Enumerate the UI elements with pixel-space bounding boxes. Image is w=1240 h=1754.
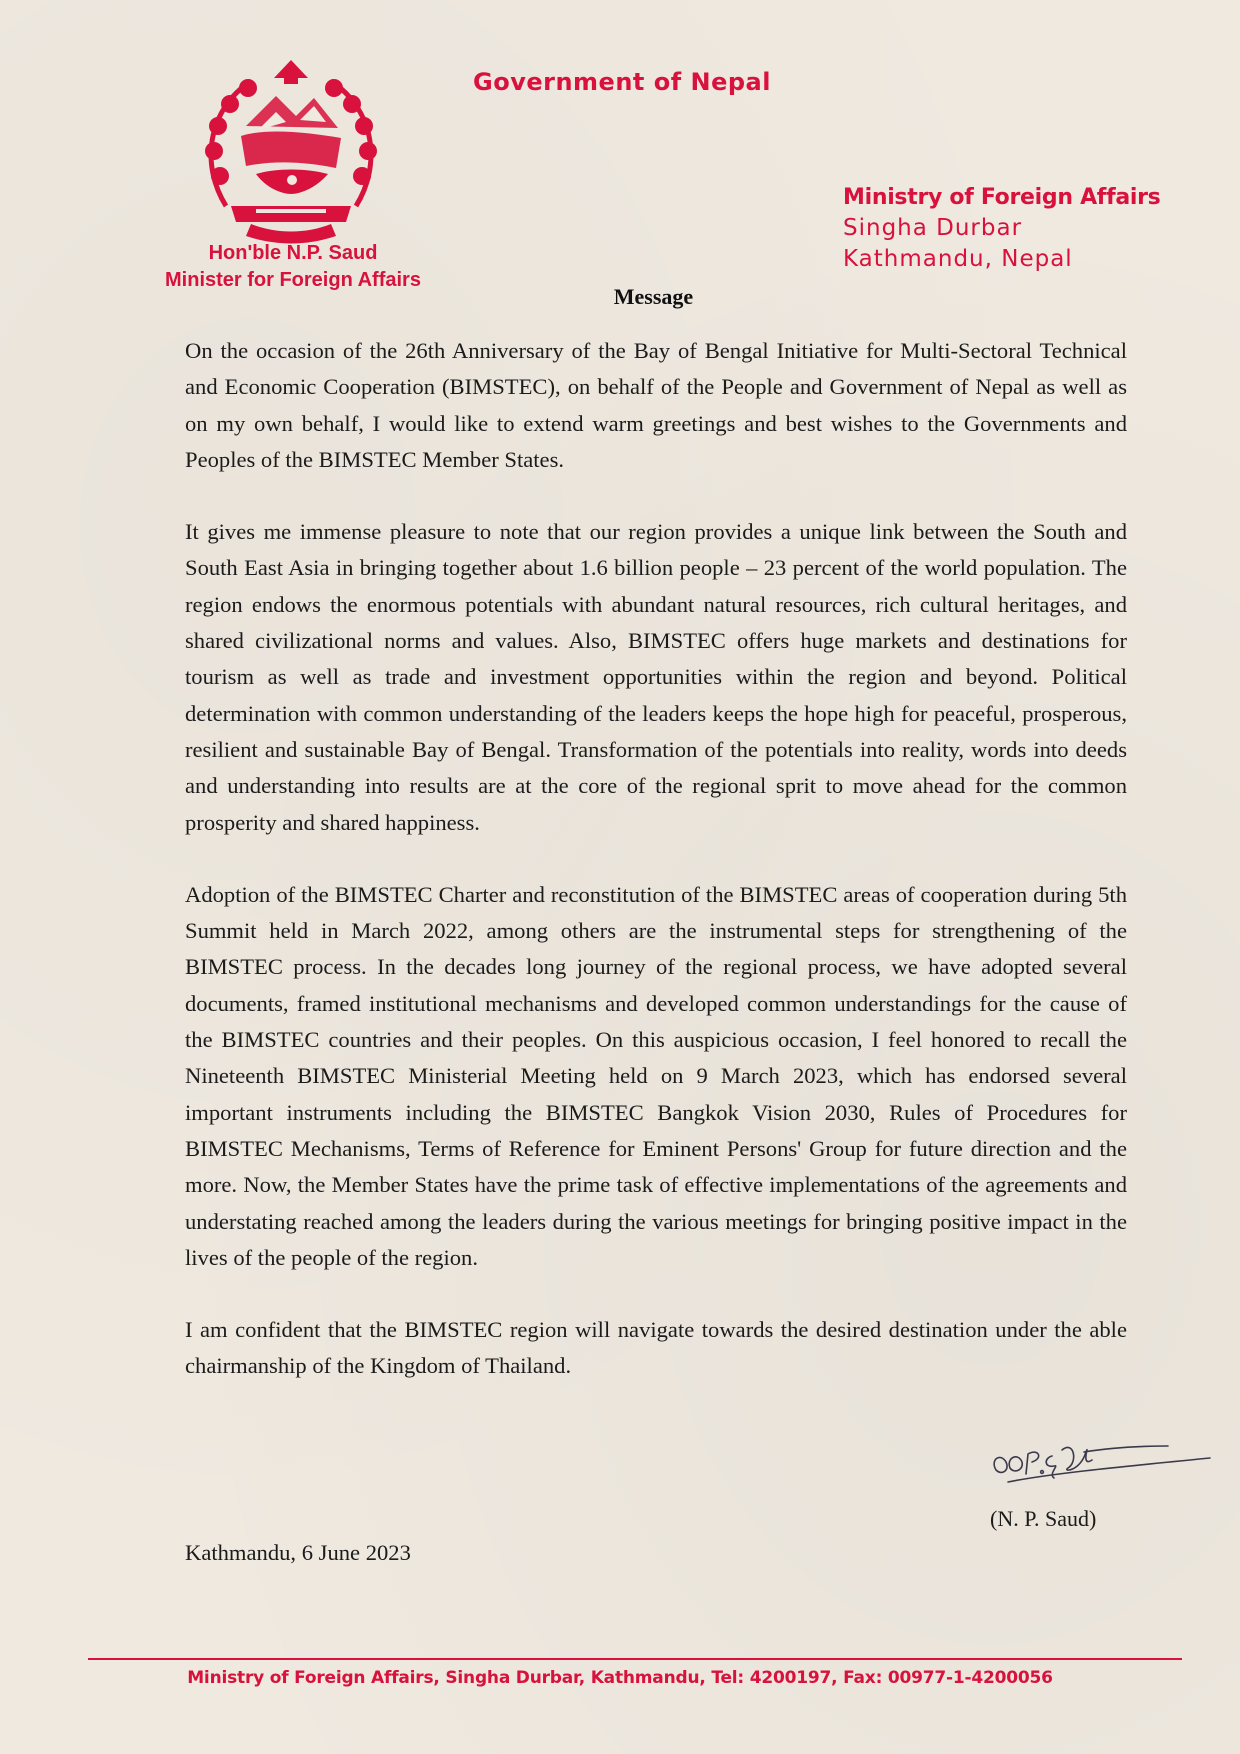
- message-body: [185, 333, 1127, 1421]
- ministry-name: Ministry of Foreign Affairs: [843, 185, 1161, 210]
- message-title: Message: [613, 284, 694, 309]
- minister-name: Hon'ble N.P. Saud: [208, 242, 378, 264]
- message-paragraph-4: I am confident that the BIMSTEC region will navigate towards the desired destination under the able chairmanship of the Kingdom of Thailand.: [185, 1317, 1127, 1379]
- ministry-address-block: [843, 182, 1160, 275]
- message-paragraph-2: It gives me immense pleasure to note that our region provides a unique link between the South and South East Asia in bringing together about 1.6 billion people – 23 percent of the world population. The region endows the enormous potentials with abundant natural resources, rich cultural heritages, and shared civilizational norms and values. Also, BIMSTEC offers huge markets and destinations for tourism as well as trade and investment opportunities within the region and beyond. Political determination with common understanding of the leaders keeps the hope high for peaceful, prosperous, resilient and sustainable Bay of Bengal. Transformation of the potentials into reality, words into deeds and understanding into results are at the core of the regional sprit to move ahead for the common prosperity and shared happiness.: [185, 519, 1127, 835]
- handwritten-signature: [988, 1422, 1213, 1492]
- ministry-address-line-2: Kathmandu, Nepal: [843, 246, 1073, 272]
- minister-title: Minister for Foreign Affairs: [165, 269, 421, 291]
- nepal-emblem-icon: [196, 56, 386, 246]
- message-paragraph-3: Adoption of the BIMSTEC Charter and reconstitution of the BIMSTEC areas of cooperation during 5th Summit held in March 2022, among others are the instrumental steps for strengthening of the BIMSTEC process. In the decades long journey of the regional process, we have adopted several documents, framed institutional mechanisms and developed common understandings for the cause of the BIMSTEC countries and their peoples. On this auspicious occasion, I feel honored to recall the Nineteenth BIMSTEC Ministerial Meeting held on 9 March 2023, which has endorsed several important instruments including the BIMSTEC Bangkok Vision 2030, Rules of Procedures for BIMSTEC Mechanisms, Terms of Reference for Eminent Persons' Group for future direction and the more. Now, the Member States have the prime task of effective implementations of the agreements and understating reached among the leaders during the various meetings for bringing positive impact in the lives of the people of the region.: [185, 881, 1127, 1270]
- footer-divider: [88, 1658, 1182, 1660]
- place-date: Kathmandu, 6 June 2023: [185, 1540, 411, 1565]
- government-title: Government of Nepal: [473, 68, 771, 96]
- signer-name: (N. P. Saud): [990, 1506, 1097, 1531]
- ministry-address-line-1: Singha Durbar: [843, 215, 1023, 241]
- footer-contact: Ministry of Foreign Affairs, Singha Durbar, Kathmandu, Tel: 4200197, Fax: 00977-1-4200056: [187, 1668, 1053, 1688]
- message-paragraph-1: On the occasion of the 26th Anniversary of the Bay of Bengal Initiative for Multi-Sectoral Technical and Economic Cooperation (BIMSTEC), on behalf of the People and Government of Nepal as well as on my own behalf, I would like to extend warm greetings and best wishes to the Governments and Peoples of the BIMSTEC Member States.: [185, 338, 1127, 472]
